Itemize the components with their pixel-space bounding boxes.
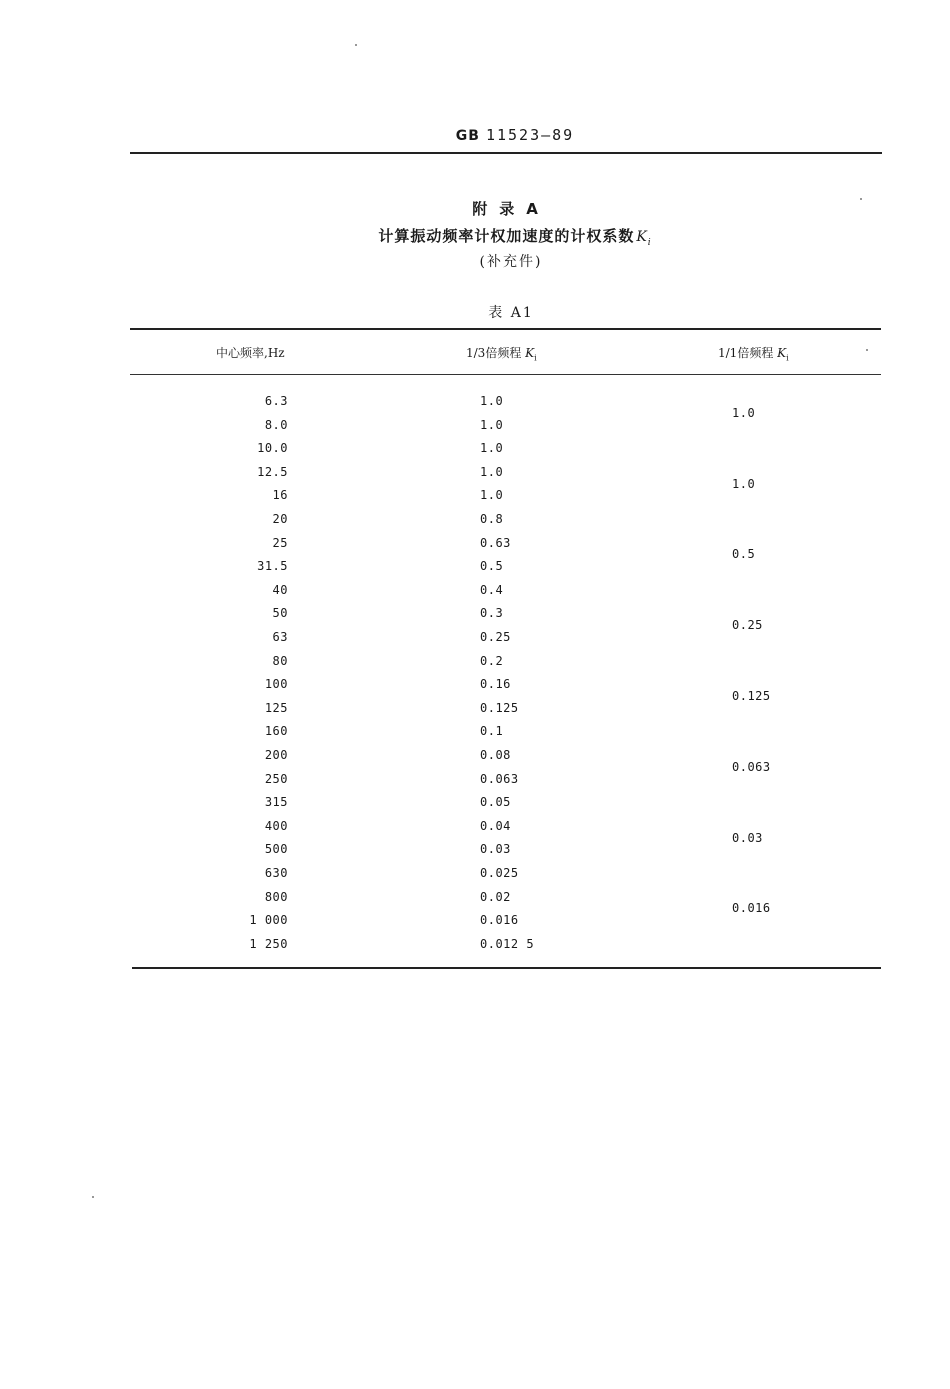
standard-number-header [0, 126, 950, 144]
table-cell-center-frequency: 50 [272, 606, 288, 621]
appendix-title [0, 225, 950, 248]
table-cell-third-octave: 0.25 [480, 630, 511, 644]
table-cell-third-octave: 0.063 [480, 771, 519, 786]
table-cell-third-octave: 0.02 [480, 889, 511, 904]
scan-speck [866, 349, 868, 351]
table-cell-third-octave: 0.08 [480, 748, 511, 762]
table-cell-third-octave: 0.1 [480, 724, 504, 739]
table-cell-center-frequency: 315 [264, 795, 288, 810]
table-cell-center-frequency: 200 [264, 748, 288, 762]
table-cell-center-frequency: 160 [264, 724, 288, 739]
table-cell-center-frequency: 16 [272, 488, 288, 503]
appendix-title-text: 计算振动频率计权加速度的计权系数 [378, 227, 635, 245]
appendix-note: (补充件) [479, 254, 543, 270]
table-cell-center-frequency: 12.5 [257, 464, 288, 479]
table-cell-center-frequency: 8.0 [264, 417, 288, 432]
table-cell-octave: 0.063 [732, 759, 771, 774]
scan-speck [355, 44, 357, 46]
table-cell-third-octave: 1.0 [480, 464, 504, 479]
table-cell-center-frequency: 6.3 [264, 394, 288, 408]
header-rule [130, 152, 882, 154]
table-cell-third-octave: 0.8 [480, 512, 504, 526]
table-cell-third-octave: 1.0 [480, 441, 504, 456]
table-cell-center-frequency: 630 [264, 866, 288, 880]
table-cell-third-octave: 0.4 [480, 582, 504, 597]
table-cell-octave: 0.25 [732, 618, 763, 633]
table-cell-third-octave: 0.5 [480, 559, 504, 574]
table-cell-center-frequency: 80 [272, 653, 288, 668]
table-cell-third-octave: 0.16 [480, 677, 511, 692]
table-bottom-rule [132, 967, 881, 969]
table-cell-center-frequency: 40 [272, 582, 288, 597]
scan-speck [860, 198, 862, 200]
table-cell-center-frequency: 31.5 [257, 559, 288, 574]
standard-prefix: GB [455, 128, 480, 144]
table-cell-center-frequency: 63 [272, 630, 288, 644]
table-cell-third-octave: 0.125 [480, 700, 519, 715]
table-cell-center-frequency: 20 [272, 512, 288, 526]
table-cell-third-octave: 1.0 [480, 394, 504, 408]
table-cell-third-octave: 0.63 [480, 535, 511, 550]
table-cell-octave: 0.016 [732, 901, 771, 916]
table-cell-center-frequency: 400 [264, 818, 288, 833]
table-cell-center-frequency: 100 [264, 677, 288, 692]
table-header-rule [130, 374, 881, 375]
appendix-label: 附录A [472, 200, 550, 218]
table-cell-octave: 1.0 [732, 405, 756, 420]
table-cell-center-frequency: 1 000 [249, 913, 288, 928]
table-cell-third-octave: 1.0 [480, 417, 504, 432]
table-cell-center-frequency: 500 [264, 842, 288, 857]
table-cell-octave: 1.0 [732, 476, 756, 491]
table-cell-third-octave: 0.2 [480, 653, 504, 668]
table-cell-center-frequency: 800 [264, 889, 288, 904]
table-cell-octave: 0.5 [732, 547, 756, 562]
column-header-center-frequency: 中心频率,Hz [216, 346, 285, 360]
table-cell-third-octave: 1.0 [480, 488, 504, 503]
table-cell-third-octave: 0.3 [480, 606, 504, 621]
table-cell-third-octave: 0.04 [480, 818, 511, 833]
table-cell-third-octave: 0.03 [480, 842, 511, 857]
table-cell-center-frequency: 125 [264, 700, 288, 715]
appendix-title-symbol: $K_i$ [636, 229, 652, 248]
table-cell-octave: 0.03 [732, 830, 763, 845]
table-cell-third-octave: 0.012 5 [480, 936, 535, 951]
table-cell-center-frequency: 10.0 [257, 441, 288, 456]
table-cell-center-frequency: 250 [264, 771, 288, 786]
table-cell-octave: 0.125 [732, 689, 771, 703]
column-header-third-octave: 1/3倍频程 $K_i$ [466, 346, 537, 363]
table-cell-center-frequency: 1 250 [249, 936, 288, 951]
column-header-octave: 1/1倍频程 $K_i$ [718, 346, 789, 363]
table-cell-center-frequency: 25 [272, 535, 288, 550]
table-cell-third-octave: 0.05 [480, 795, 511, 810]
table-caption: 表 A1 [488, 305, 534, 321]
scan-speck [92, 1196, 94, 1198]
table-cell-third-octave: 0.025 [480, 866, 519, 880]
standard-number: 11523—89 [485, 126, 575, 144]
table-cell-third-octave: 0.016 [480, 913, 519, 928]
table-top-rule [130, 328, 881, 330]
